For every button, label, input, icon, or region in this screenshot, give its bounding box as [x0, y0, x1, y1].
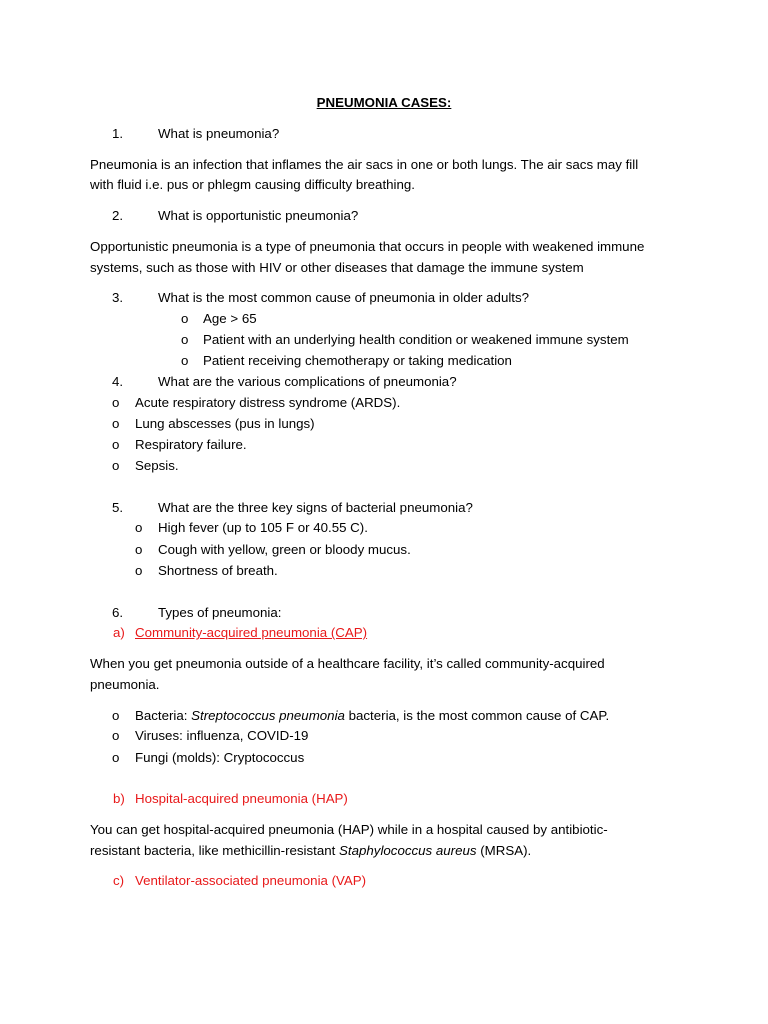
vap-heading: Ventilator-associated pneumonia (VAP): [135, 873, 367, 888]
cap-letter: a): [113, 625, 125, 640]
cap-paragraph-line-1: When you get pneumonia outside of a healthcare facility, it’s called community-acquired: [90, 656, 605, 671]
question-5-text: What are the three key signs of bacterial pneumonia?: [158, 500, 473, 515]
bullet-icon: o: [181, 332, 189, 347]
bullet-icon: o: [135, 520, 143, 535]
list-item: Patient with an underlying health condition or weakened immune system: [203, 332, 629, 347]
bullet-icon: o: [112, 416, 120, 431]
answer-2-line-2: systems, such as those with HIV or other diseases that damage the immune system: [90, 260, 584, 275]
list-item: High fever (up to 105 F or 40.55 C).: [158, 520, 368, 535]
bullet-icon: o: [112, 750, 120, 765]
bullet-text: bacteria, is the most common cause of CAP.: [344, 708, 610, 723]
bullet-text: Bacteria:: [135, 708, 192, 723]
hap-heading: Hospital-acquired pneumonia (HAP): [135, 791, 348, 806]
list-item: Fungi (molds): Cryptococcus: [135, 750, 305, 765]
bullet-icon: o: [135, 563, 143, 578]
question-3-number: 3.: [112, 290, 124, 305]
bullet-icon: o: [112, 458, 120, 473]
paragraph-text: resistant bacteria, like methicillin-resistant: [90, 843, 340, 858]
cap-heading-link[interactable]: Community-acquired pneumonia (CAP): [135, 625, 368, 640]
question-6-text: Types of pneumonia:: [158, 605, 282, 620]
organism-name: Streptococcus pneumonia: [191, 708, 345, 723]
question-2-text: What is opportunistic pneumonia?: [158, 208, 359, 223]
bullet-icon: o: [181, 353, 189, 368]
question-5-number: 5.: [112, 500, 124, 515]
answer-1-line-2: with fluid i.e. pus or phlegm causing difficulty breathing.: [90, 177, 415, 192]
question-6-number: 6.: [112, 605, 124, 620]
question-4-text: What are the various complications of pneumonia?: [158, 374, 457, 389]
list-item: Age > 65: [203, 311, 257, 326]
list-item: Patient receiving chemotherapy or taking medication: [203, 353, 512, 368]
list-item: Acute respiratory distress syndrome (ARDS).: [135, 395, 401, 410]
question-1-text: What is pneumonia?: [158, 126, 280, 141]
list-item: Cough with yellow, green or bloody mucus.: [158, 542, 411, 557]
list-item: Viruses: influenza, COVID-19: [135, 728, 309, 743]
bullet-icon: o: [112, 728, 120, 743]
list-item: Sepsis.: [135, 458, 179, 473]
bullet-icon: o: [112, 708, 120, 723]
answer-2-line-1: Opportunistic pneumonia is a type of pneumonia that occurs in people with weakened immune: [90, 239, 645, 254]
hap-paragraph-line-1: You can get hospital-acquired pneumonia (HAP) while in a hospital caused by antibiotic-: [90, 822, 608, 837]
paragraph-text: (MRSA).: [476, 843, 532, 858]
question-4-number: 4.: [112, 374, 124, 389]
question-3-text: What is the most common cause of pneumonia in older adults?: [158, 290, 530, 305]
answer-1-line-1: Pneumonia is an infection that inflames the air sacs in one or both lungs. The air sacs may fill: [90, 157, 639, 172]
list-item: Lung abscesses (pus in lungs): [135, 416, 315, 431]
list-item: Respiratory failure.: [135, 437, 247, 452]
hap-paragraph-line-2: [90, 843, 531, 859]
bullet-icon: o: [112, 395, 120, 410]
question-2-number: 2.: [112, 208, 124, 223]
bullet-icon: o: [135, 542, 143, 557]
question-1-number: 1.: [112, 126, 124, 141]
cap-paragraph-line-2: pneumonia.: [90, 677, 160, 692]
page-title: PNEUMONIA CASES:: [316, 95, 452, 110]
bullet-icon: o: [181, 311, 189, 326]
list-item: [135, 708, 609, 724]
vap-letter: c): [113, 873, 125, 888]
hap-letter: b): [113, 791, 125, 806]
list-item: Shortness of breath.: [158, 563, 278, 578]
bullet-icon: o: [112, 437, 120, 452]
organism-name: Staphylococcus aureus: [339, 843, 477, 858]
